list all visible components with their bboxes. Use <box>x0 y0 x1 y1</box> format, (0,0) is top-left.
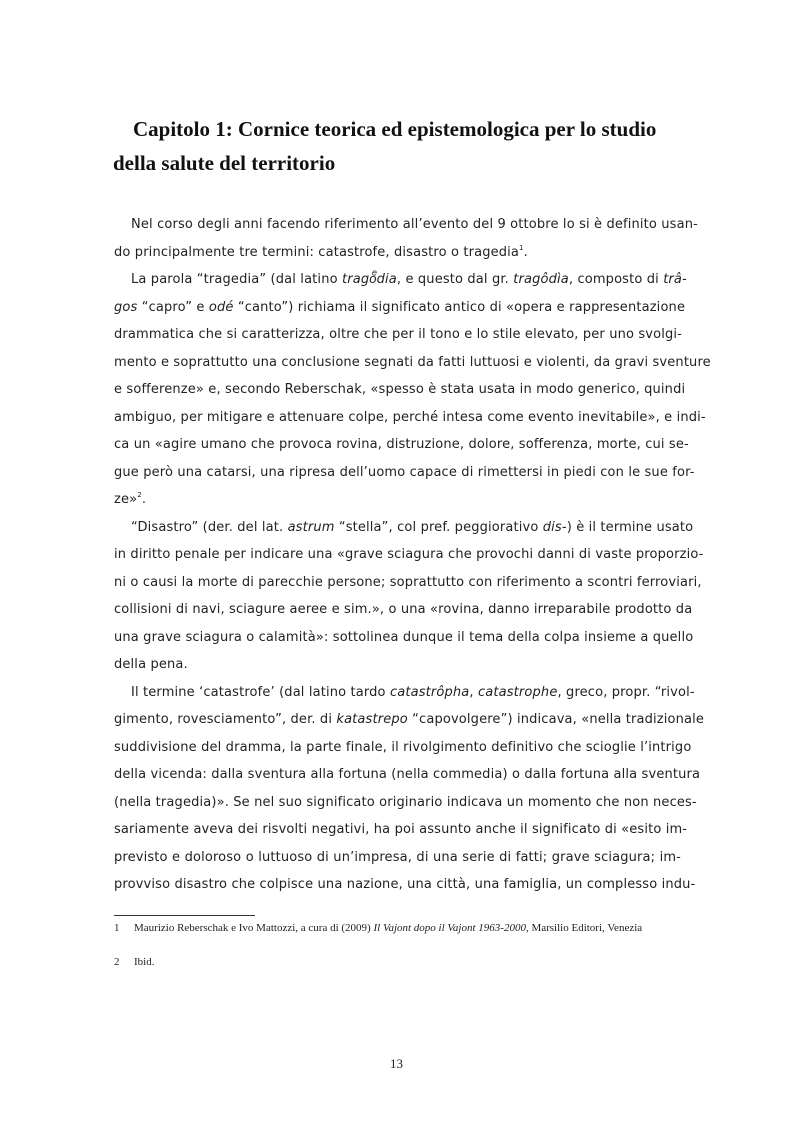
text-line: do principalmente tre termini: catastrofe, disastro o tragedia$^1$. <box>114 243 528 260</box>
text-line: gue però una catarsi, una ripresa dell’uomo capace di rimettersi in piedi con le sue for- <box>114 464 695 480</box>
italic-term: astrum <box>287 519 335 535</box>
footnote-marker[interactable]: 1 <box>519 243 524 252</box>
footnote <box>114 954 681 970</box>
italic-term: Il Vajont dopo il Vajont 1963-2000 <box>373 922 526 934</box>
body-paragraph <box>114 211 698 266</box>
footnote-text: Maurizio Reberschak e Ivo Mattozzi, a cura di (2009) Il Vajont dopo il Vajont 1963-2000, Marsilio Editori, Venezia <box>134 922 643 934</box>
footnote-marker[interactable]: 2 <box>137 491 142 499</box>
text-line: collisioni di navi, sciagure aeree e sim.», o una «rovina, danno irreparabile prodotto da <box>114 602 693 617</box>
italic-term: odé <box>208 299 234 315</box>
footnote-number: 2 <box>114 956 120 968</box>
text-line: gimento, rovesciamento”, der. di katastrepo “capovolgere”) indicava, «nella tradizionale <box>114 712 705 727</box>
footnote-text: Ibid. <box>134 956 155 968</box>
text-line: ni o causi la morte di parecchie persone; soprattutto con riferimento a scontri ferroviari, <box>114 574 702 590</box>
italic-term: dis- <box>542 519 567 535</box>
italic-term: tragôdìa <box>513 272 569 287</box>
text-line: della pena. <box>114 657 188 672</box>
text-line: Il termine ‘catastrofe’ (dal latino tardo catastrôpha, catastrophe, greco, propr. “rivol- <box>131 684 695 700</box>
italic-term: tragoͤdia <box>341 272 397 287</box>
text-line: drammatica che si caratterizza, oltre che per il tono e lo stile elevato, per uno svolgi- <box>114 327 682 342</box>
text-line: suddivisione del dramma, la parte finale, il rivolgimento definitivo che scioglie l’intrigo <box>114 739 692 755</box>
body-paragraph <box>114 266 711 514</box>
italic-term: katastrepo <box>336 712 408 727</box>
body-text <box>114 211 711 899</box>
footnote <box>114 920 681 936</box>
text-line: (nella tragedia)». Se nel suo significato originario indicava un momento che non neces- <box>114 794 697 810</box>
body-paragraph <box>114 679 705 899</box>
text-line: gos “capro” e odé “canto”) richiama il significato antico di «opera e rappresentazione <box>114 299 686 315</box>
text-line: “Disastro” (der. del lat. astrum “stella”, col pref. peggiorativo dis-) è il termine usato <box>131 519 694 535</box>
text-line: della vicenda: dalla sventura alla fortuna (nella commedia) o dalla fortuna alla sventura <box>114 767 701 782</box>
text-line: Nel corso degli anni facendo riferimento all’evento del 9 ottobre lo si è definito usan- <box>131 217 698 232</box>
text-line: e sofferenze» e, secondo Reberschak, «spesso è stata usata in modo generico, quindi <box>114 382 686 397</box>
footnote-number: 1 <box>114 922 120 934</box>
text-line: mento e soprattutto una conclusione segnati da fatti luttuosi e violenti, da gravi sventure <box>114 354 711 370</box>
footnote-divider <box>114 915 255 916</box>
text-line: provviso disastro che colpisce una nazione, una città, una famiglia, un complesso indu- <box>114 877 696 892</box>
text-line: ze»$^2$. <box>114 491 147 507</box>
text-line: in diritto penale per indicare una «grave sciagura che provochi danni di vaste proporzio- <box>114 547 704 562</box>
text-line: una grave sciagura o calamità»: sottolinea dunque il tema della colpa insieme a quello <box>114 629 694 645</box>
text-line: ambiguo, per mitigare e attenuare colpe, perché intesa come evento inevitabile», e indi- <box>114 409 706 425</box>
text-line: previsto e doloroso o luttuoso di un’impresa, di una serie di fatti; grave sciagura; im- <box>114 849 681 865</box>
text-line: sariamente aveva dei risvolti negativi, ha poi assunto anche il significato di «esito im- <box>114 822 688 837</box>
text-line: La parola “tragedia” (dal latino tragoͤdia, e questo dal gr. tragôdìa, composto di trâ- <box>131 272 687 287</box>
page-number: 13 <box>390 1056 403 1071</box>
text-line: ca un «agire umano che provoca rovina, distruzione, dolore, sofferenza, morte, cui se- <box>114 437 689 452</box>
italic-term: catastrôpha <box>389 684 470 700</box>
body-paragraph <box>114 514 704 679</box>
footnotes <box>114 920 681 970</box>
chapter-title: Capitolo 1: Cornice teorica ed epistemologica per lo studio della salute del territorio <box>113 117 657 175</box>
italic-term: gos <box>114 299 138 315</box>
italic-term: trâ- <box>663 272 687 287</box>
italic-term: catastrophe <box>477 684 558 700</box>
